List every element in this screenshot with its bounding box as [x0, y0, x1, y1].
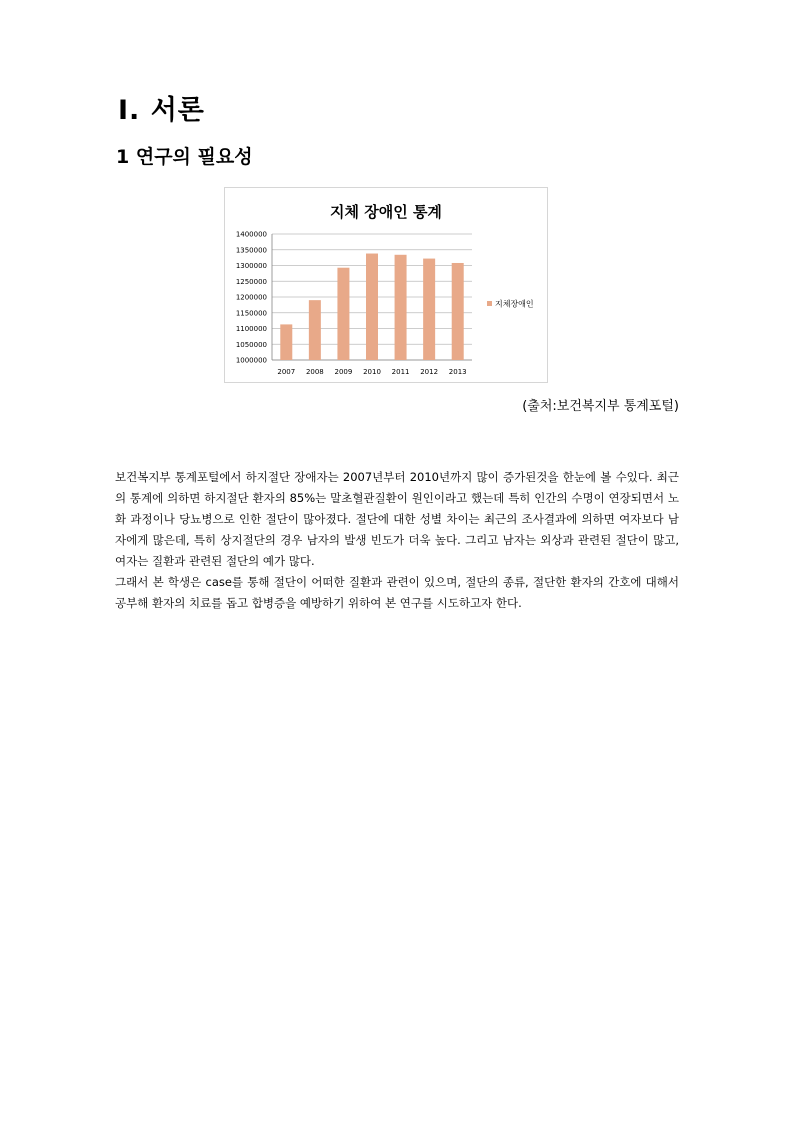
x-tick-label: 2013 [448, 368, 467, 376]
body-text [115, 467, 679, 614]
y-tick-label: 1200000 [235, 293, 267, 302]
y-tick-label: 1150000 [235, 309, 267, 318]
chart-figure [224, 187, 548, 383]
y-tick-label: 1400000 [235, 230, 267, 239]
bar [395, 255, 407, 360]
x-tick-label: 2007 [277, 368, 296, 376]
y-tick-label: 1300000 [235, 262, 267, 270]
legend-swatch [487, 301, 492, 306]
y-tick-label: 1250000 [235, 277, 267, 286]
chapter-title: Ⅰ. 서론 [118, 95, 205, 126]
source-caption: (출처:보건복지부 통계포털) [522, 399, 679, 414]
x-tick-label: 2012 [420, 368, 439, 376]
x-tick-label: 2010 [363, 368, 381, 376]
y-tick-label: 1350000 [235, 246, 267, 255]
section-title: 1 연구의 필요성 [116, 146, 253, 168]
x-tick-label: 2009 [334, 368, 353, 376]
bar-chart [225, 188, 547, 382]
bar [423, 259, 435, 360]
legend-label: 지체장애인 [495, 299, 534, 309]
bar [309, 300, 321, 360]
x-tick-label: 2008 [305, 368, 324, 376]
y-tick-label: 1100000 [235, 325, 267, 333]
y-tick-label: 1000000 [235, 356, 267, 365]
body-paragraph: 보건복지부 통계포털에서 하지절단 장애자는 2007년부터 2010년까지 많이 증가된것을 한눈에 볼 수있다. 최근의 통계에 의하면 하지절단 환자의 85%는 말초혈관질환이 원인이라고 했는데 특히 인간의 수명이 연장되면서 노화 과정이나 당뇨병으로 인한 절단이 많아졌다. 절단에 대한 성별 차이는 최근의 조사결과에 의하면 여자보다 남자에게 많은데, 특히 상지절단의 경우 남자의 발생 빈도가 더욱 높다. 그리고 남자는 외상과 관련된 절단이 많고, 여자는 질환과 관련된 절단의 예가 많다. [115, 470, 679, 568]
chart-title: 지체 장애인 통계 [330, 203, 442, 221]
bar [337, 268, 349, 360]
bar [452, 263, 464, 360]
bar [280, 324, 292, 360]
y-tick-label: 1050000 [235, 340, 267, 349]
body-paragraph: 그래서 본 학생은 case를 통해 절단이 어떠한 질환과 관련이 있으며, 절단의 종류, 절단한 환자의 간호에 대해서 공부해 환자의 치료를 돕고 합병증을 예방하기 위하여 본 연구를 시도하고자 한다. [115, 575, 679, 610]
x-tick-label: 2011 [391, 368, 410, 376]
bar [366, 254, 378, 360]
